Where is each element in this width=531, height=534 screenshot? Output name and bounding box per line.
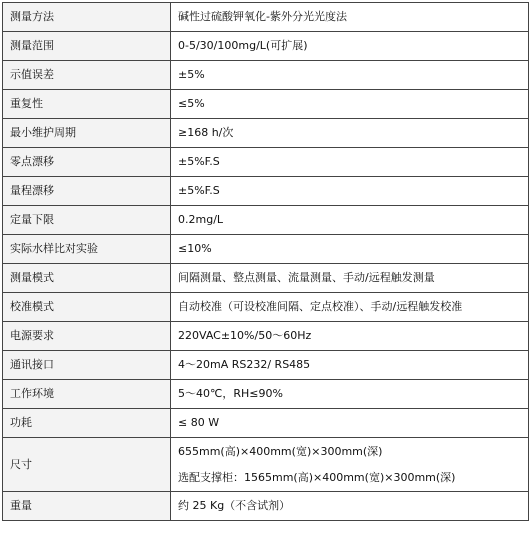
- table-row: [3, 438, 529, 492]
- row-label: 零点漂移: [3, 148, 171, 177]
- row-label: 测量方法: [3, 3, 171, 32]
- table-row: [3, 61, 529, 90]
- table-row: [3, 235, 529, 264]
- row-label: 重复性: [3, 90, 171, 119]
- row-label: 最小维护周期: [3, 119, 171, 148]
- table-row: [3, 409, 529, 438]
- row-value: ≤5%: [171, 90, 529, 119]
- table-row: [3, 3, 529, 32]
- table-row: [3, 148, 529, 177]
- table-row: [3, 264, 529, 293]
- table-row: [3, 177, 529, 206]
- table-row: [3, 322, 529, 351]
- row-value: 5～40℃，RH≤90%: [171, 380, 529, 409]
- size-optional-cabinet: 选配支撑柜：1565mm(高)×400mm(宽)×300mm(深): [178, 470, 456, 484]
- table-row: [3, 351, 529, 380]
- row-value: 间隔测量、整点测量、流量测量、手动/远程触发测量: [171, 264, 529, 293]
- row-label: 测量范围: [3, 32, 171, 61]
- row-value: 220VAC±10%/50～60Hz: [171, 322, 529, 351]
- table-row: [3, 293, 529, 322]
- row-value: 碱性过硫酸钾氧化-紫外分光光度法: [171, 3, 529, 32]
- row-label: 尺寸: [3, 438, 171, 492]
- spec-table: [2, 2, 529, 521]
- row-label: 示值误差: [3, 61, 171, 90]
- row-value: ±5%F.S: [171, 148, 529, 177]
- table-row: [3, 380, 529, 409]
- row-value: 0.2mg/L: [171, 206, 529, 235]
- row-value: 4～20mA RS232/ RS485: [171, 351, 529, 380]
- row-label: 量程漂移: [3, 177, 171, 206]
- row-value: ≤ 80 W: [171, 409, 529, 438]
- row-value: ≥168 h/次: [171, 119, 529, 148]
- table-row: [3, 492, 529, 521]
- row-label: 重量: [3, 492, 171, 521]
- row-value: 自动校准（可设校准间隔、定点校准）、手动/远程触发校准: [171, 293, 529, 322]
- row-value: [171, 438, 529, 492]
- row-label: 实际水样比对实验: [3, 235, 171, 264]
- table-row: [3, 206, 529, 235]
- row-value: ≤10%: [171, 235, 529, 264]
- row-label: 测量模式: [3, 264, 171, 293]
- table-row: [3, 90, 529, 119]
- row-label: 通讯接口: [3, 351, 171, 380]
- row-value: ±5%: [171, 61, 529, 90]
- row-label: 工作环境: [3, 380, 171, 409]
- row-label: 功耗: [3, 409, 171, 438]
- size-main: 655mm(高)×400mm(宽)×300mm(深): [178, 444, 383, 458]
- row-label: 校准模式: [3, 293, 171, 322]
- row-value: 0-5/30/100mg/L(可扩展): [171, 32, 529, 61]
- table-row: [3, 119, 529, 148]
- row-value: ±5%F.S: [171, 177, 529, 206]
- table-row: [3, 32, 529, 61]
- row-label: 电源要求: [3, 322, 171, 351]
- row-value: 约 25 Kg（不含试剂）: [171, 492, 529, 521]
- row-label: 定量下限: [3, 206, 171, 235]
